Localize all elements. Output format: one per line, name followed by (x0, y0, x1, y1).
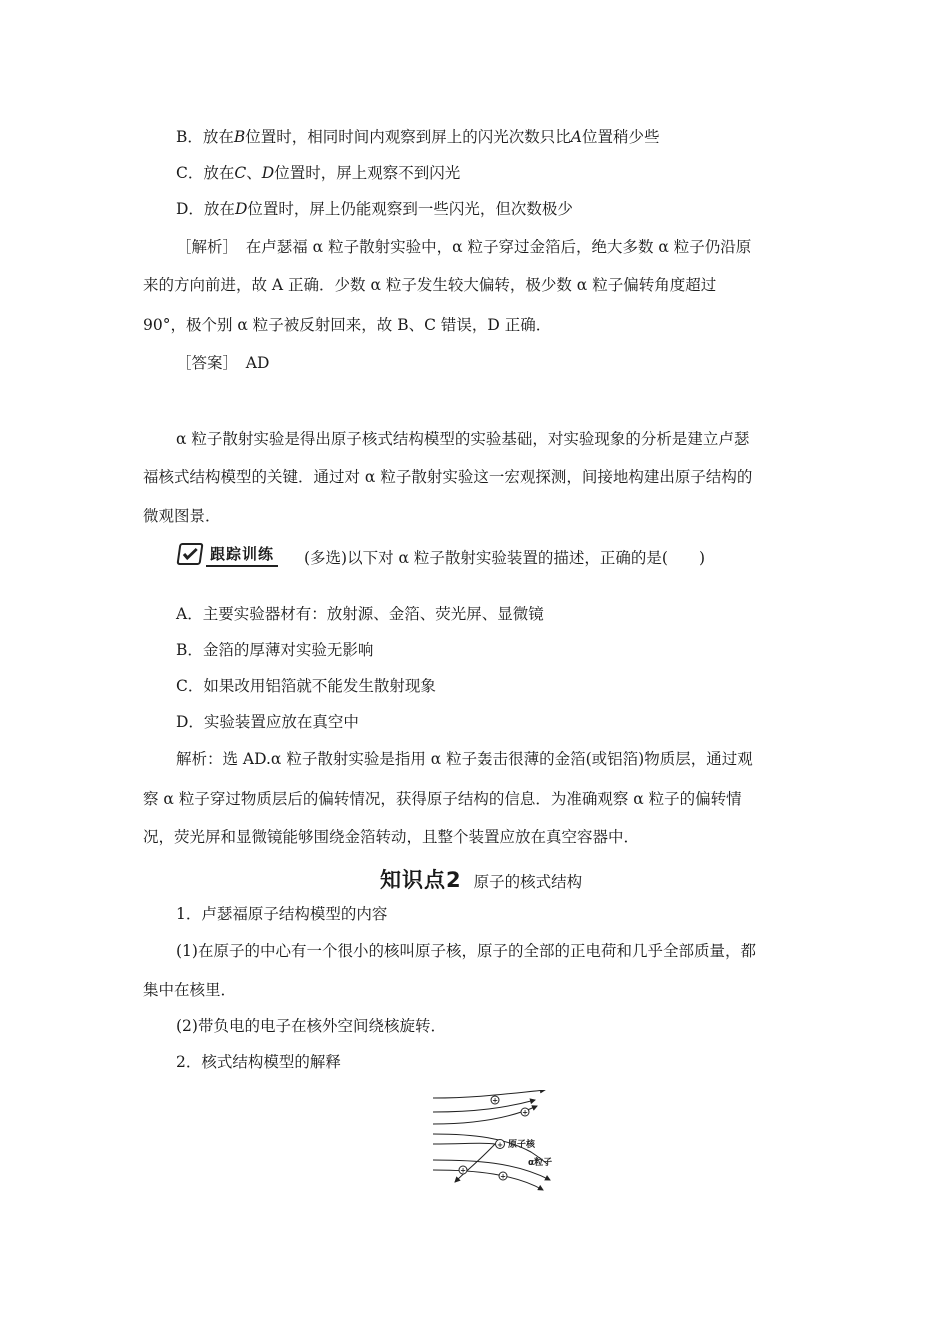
option-c-var: C (234, 164, 247, 182)
option-d (176, 198, 573, 220)
option2-a: A．主要实验器材有：放射源、金箔、荧光屏、显微镜 (176, 605, 544, 623)
trajectory-line-5 (433, 1143, 495, 1144)
checkmark-icon (176, 543, 203, 565)
content-heading-1: 1．卢瑟福原子结构模型的内容 (176, 905, 388, 923)
option-c-text: C．放在 (176, 164, 235, 182)
option-c-var2: D (261, 164, 275, 182)
summary-line-2: 福核式结构模型的关键．通过对 α 粒子散射实验这一宏观探测，间接地构建出原子结构的 (143, 468, 753, 486)
option-c-sep: 、 (246, 164, 262, 182)
analysis-line-2: 来的方向前进，故 A 正确．少数 α 粒子发生较大偏转，极少数 α 粒子偏转角度超过 (143, 276, 717, 294)
section-kicker: 知识点2 (380, 868, 462, 892)
tracking-badge-label: 跟踪训练 (206, 542, 278, 567)
option-b (176, 126, 660, 148)
trajectory-line-1 (433, 1090, 545, 1098)
option-c-text2: 位置时，屏上观察不到闪光 (274, 164, 461, 182)
analysis-line-1: ［解析］ 在卢瑟福 α 粒子散射实验中，α 粒子穿过金箔后，绝大多数 α 粒子仍沿原 (176, 238, 752, 256)
section-heading (380, 864, 582, 894)
option-d-text: D．放在 (176, 200, 235, 218)
content-p2: (2)带负电的电子在核外空间绕核旋转． (176, 1017, 446, 1035)
trajectory-line-7 (433, 1170, 543, 1190)
analysis2-line-2: 察 α 粒子穿过物质层后的偏转情况，获得原子结构的信息．为准确观察 α 粒子的偏转情 (143, 790, 742, 808)
scattering-diagram (425, 1090, 575, 1195)
option-d-var: D (234, 200, 248, 218)
option2-c: C．如果改用铝箔就不能发生散射现象 (176, 677, 436, 695)
option-b-var: B (233, 128, 246, 146)
option-b-text3: 位置稍少些 (582, 128, 660, 146)
alpha-label: α粒子 (528, 1158, 553, 1168)
content-p1-line-2: 集中在核里． (143, 981, 237, 999)
tracking-question: (多选)以下对 α 粒子散射实验装置的描述，正确的是( ) (304, 549, 706, 567)
svg-text:+: + (460, 1166, 466, 1175)
content-heading-2: 2．核式结构模型的解释 (176, 1053, 341, 1071)
option2-b: B．金箔的厚薄对实验无影响 (176, 641, 374, 659)
analysis2-line-1: 解析：选 AD.α 粒子散射实验是指用 α 粒子轰击很薄的金箔(或铝箔)物质层，通过观 (176, 750, 753, 768)
option2-d: D．实验装置应放在真空中 (176, 713, 359, 731)
analysis-line-3: 90°，极个别 α 粒子被反射回来，故 B、C 错误，D 正确． (143, 316, 552, 334)
summary-line-3: 微观图景． (143, 507, 221, 525)
nucleus-label: 原子核 (508, 1140, 536, 1150)
section-title: 原子的核式结构 (473, 873, 583, 891)
option-c (176, 162, 460, 184)
option-b-var2: A (570, 128, 582, 146)
analysis2-line-3: 况，荧光屏和显微镜能够围绕金箔转动，且整个装置应放在真空容器中． (143, 828, 640, 846)
trajectory-line-2 (433, 1100, 535, 1112)
option-b-text: B．放在 (176, 128, 234, 146)
svg-text:+: + (492, 1096, 498, 1105)
summary-line-1: α 粒子散射实验是得出原子核式结构模型的实验基础，对实验现象的分析是建立卢瑟 (176, 430, 750, 448)
svg-text:+: + (500, 1172, 506, 1181)
answer: ［答案］ AD (176, 354, 270, 372)
tracking-badge (178, 541, 278, 567)
svg-text:+: + (497, 1140, 503, 1149)
svg-text:+: + (522, 1108, 528, 1117)
option-d-text2: 位置时，屏上仍能观察到一些闪光，但次数极少 (247, 200, 573, 218)
option-b-text2: 位置时，相同时间内观察到屏上的闪光次数只比 (245, 128, 571, 146)
content-p1-line-1: (1)在原子的中心有一个很小的核叫原子核，原子的全部的正电荷和几乎全部质量，都 (176, 942, 756, 960)
